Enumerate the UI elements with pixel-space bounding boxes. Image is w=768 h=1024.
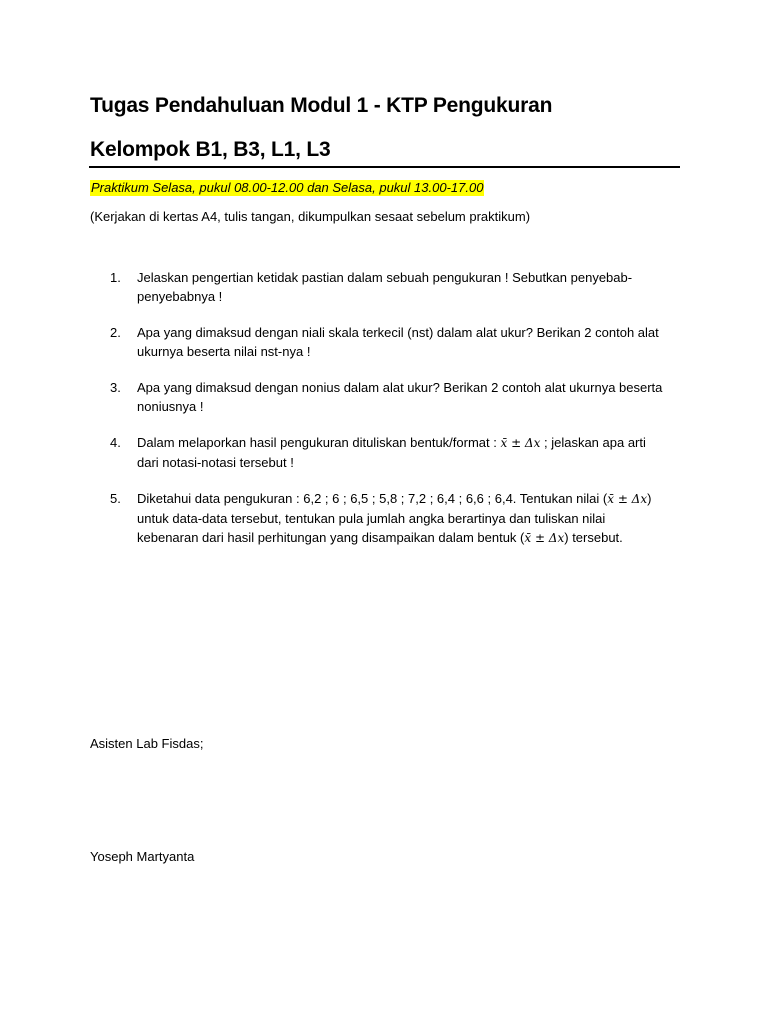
document-subtitle: Kelompok B1, B3, L1, L3: [90, 138, 331, 161]
question-item: [110, 489, 670, 548]
question-item: [110, 378, 670, 416]
question-text-middle: ) untuk data-data tersebut, tentukan pula jumlah angka berartinya dan tuliskan nilai kebenaran dari hasil perhitungan yang disampaikan dalam bentuk (: [137, 491, 652, 545]
question-number: 5.: [110, 491, 121, 506]
document-title: Tugas Pendahuluan Modul 1 - KTP Pengukuran: [90, 94, 553, 117]
instruction-note: (Kerjakan di kertas A4, tulis tangan, dikumpulkan sesaat sebelum praktikum): [90, 209, 531, 224]
question-text-end: ; jelaskan apa arti dari notasi-notasi tersebut !: [137, 435, 646, 470]
question-number: 1.: [110, 270, 121, 285]
formula: x̄ ± Δx: [607, 492, 648, 506]
question-text: Jelaskan pengertian ketidak pastian dalam sebuah pengukuran ! Sebutkan penyebab-penyebabnya !: [137, 270, 633, 304]
signature-name: Yoseph Martyanta: [90, 849, 195, 864]
question-text-end: ) tersebut.: [564, 530, 623, 545]
question-item: [110, 323, 670, 361]
question-text-start: Diketahui data pengukuran : 6,2 ; 6 ; 6,5 ; 5,8 ; 7,2 ; 6,4 ; 6,6 ; 6,4. Tentukan nilai (: [137, 491, 608, 506]
question-item: [110, 268, 670, 306]
question-text: Apa yang dimaksud dengan nonius dalam alat ukur? Berikan 2 contoh alat ukurnya beserta noniusnya !: [137, 380, 663, 414]
formula: x̄ ± Δx: [524, 531, 565, 545]
question-list: [110, 268, 670, 565]
question-number: 3.: [110, 380, 121, 395]
schedule-highlight: Praktikum Selasa, pukul 08.00-12.00 dan Selasa, pukul 13.00-17.00: [91, 180, 484, 195]
question-text: Apa yang dimaksud dengan niali skala terkecil (nst) dalam alat ukur? Berikan 2 contoh alat ukurnya beserta nilai nst-nya !: [137, 325, 659, 359]
question-number: 2.: [110, 325, 121, 340]
formula: x̄ ± Δx: [500, 436, 541, 450]
title-divider: [89, 166, 680, 168]
question-number: 4.: [110, 435, 121, 450]
question-text-start: Dalam melaporkan hasil pengukuran dituliskan bentuk/format :: [137, 435, 501, 450]
question-item: [110, 433, 670, 472]
signature-role: Asisten Lab Fisdas;: [90, 736, 204, 751]
